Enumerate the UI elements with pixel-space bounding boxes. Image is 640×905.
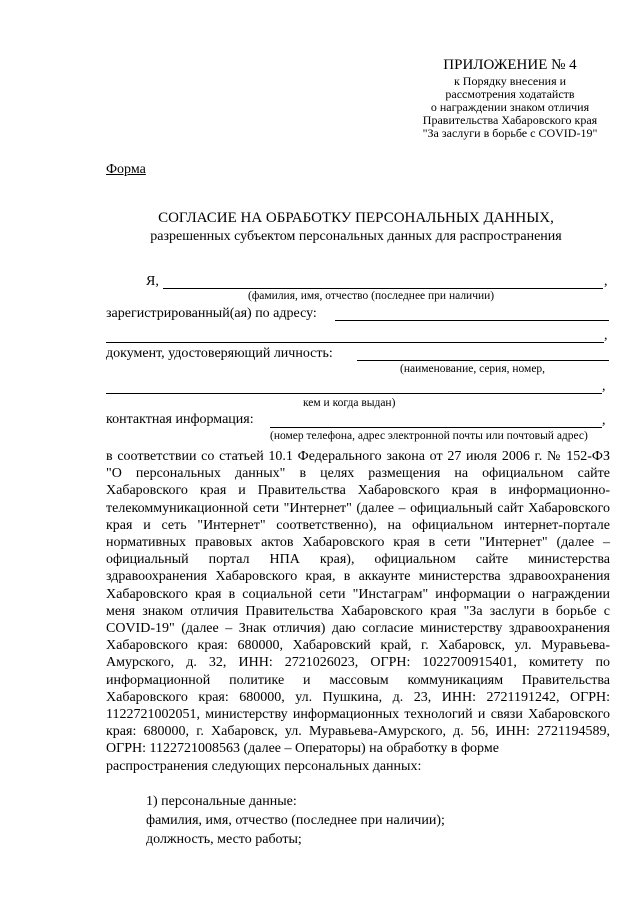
address-label: зарегистрированный(ая) по адресу:: [106, 306, 317, 321]
id-document-field-line[interactable]: [357, 360, 609, 361]
appendix-line: к Порядку внесения и: [453, 74, 567, 88]
personal-data-list: [146, 792, 445, 849]
appendix-line: рассмотрения ходатайств: [445, 87, 575, 101]
appendix-line: "За заслуги в борьбе с COVID-19": [422, 126, 598, 140]
contact-field-line[interactable]: [270, 427, 602, 428]
id-document-field-line-2[interactable]: [106, 393, 602, 394]
id-document-note: (наименование, серия, номер,: [400, 363, 546, 375]
document-subtitle: разрешенных субъектом персональных данных для распространения: [150, 229, 562, 244]
appendix-line: Правительства Хабаровского края: [422, 113, 598, 127]
appendix-block: [400, 56, 620, 140]
name-field-line[interactable]: [163, 288, 603, 289]
appendix-title: ПРИЛОЖЕНИЕ № 4: [443, 57, 577, 73]
contact-label: контактная информация:: [106, 412, 254, 427]
consent-paragraph-end: распространения следующих персональных данных:: [106, 758, 422, 774]
id-document-label: документ, удостоверяющий личность:: [106, 346, 333, 361]
document-title: СОГЛАСИЕ НА ОБРАБОТКУ ПЕРСОНАЛЬНЫХ ДАННЫХ,: [158, 210, 554, 226]
address-trail-comma: ,: [604, 328, 608, 343]
contact-trail-comma: ,: [602, 413, 606, 428]
consent-body: [106, 448, 610, 775]
address-field-line-2[interactable]: [106, 342, 604, 343]
list-item: должность, место работы;: [146, 832, 302, 847]
form-label: Форма: [106, 162, 146, 177]
consent-paragraph: в соответствии со статьей 10.1 Федерального закона от 27 июля 2006 г. № 152-ФЗ "О персональных данных" в целях размещения на официальном сайте Хабаровского края и Правительства Хабаровского края в информационно-телекоммуникационной сети "Интернет" (далее – официальный сайт Хабаровского края и сеть "Интернет" соответственно), на официальном интернет-портале нормативных правовых актов Хабаровского края в сети "Интернет" (далее – официальный портал НПА края), официальном сайте министерства здравоохранения Хабаровского края, в аккаунте министерства здравоохранения Хабаровского края в социальной сети "Инстаграм" информации о награждении меня знаком отличия Правительства Хабаровского края "За заслуги в борьбе с COVID-19" (далее – Знак отличия) даю согласие министерству здравоохранения Хабаровского края: 680000, Хабаровский край, г. Хабаровск, ул. Муравьева-Амурского, д. 32, ИНН: 2721026023, ОГРН: 1022700915401, комитету по информационной политике и массовым коммуникациям Правительства Хабаровского края: 680000, ул. Пушкина, д. 23, ИНН: 2721191242, ОГРН: 1122721002051, министерству информационных технологий и связи Хабаровского края: 680000, г. Хабаровск, ул. Муравьева-Амурского, д. 56, ИНН: 2721194589, ОГРН: 1122721008563 (далее – Операторы) на обработку в форме: [106, 449, 610, 757]
name-prefix: Я,: [146, 274, 159, 289]
id-document-note-2: кем и когда выдан): [303, 397, 396, 409]
address-field-line[interactable]: [335, 320, 609, 321]
id-document-trail-comma: ,: [602, 379, 606, 394]
name-field-note: (фамилия, имя, отчество (последнее при наличии): [248, 290, 495, 302]
list-item: фамилия, имя, отчество (последнее при наличии);: [146, 813, 445, 828]
list-item: 1) персональные данные:: [146, 794, 297, 809]
appendix-line: о награждении знаком отличия: [430, 100, 590, 114]
contact-field-note: (номер телефона, адрес электронной почты или почтовый адрес): [270, 430, 588, 442]
name-trail-comma: ,: [604, 274, 608, 289]
